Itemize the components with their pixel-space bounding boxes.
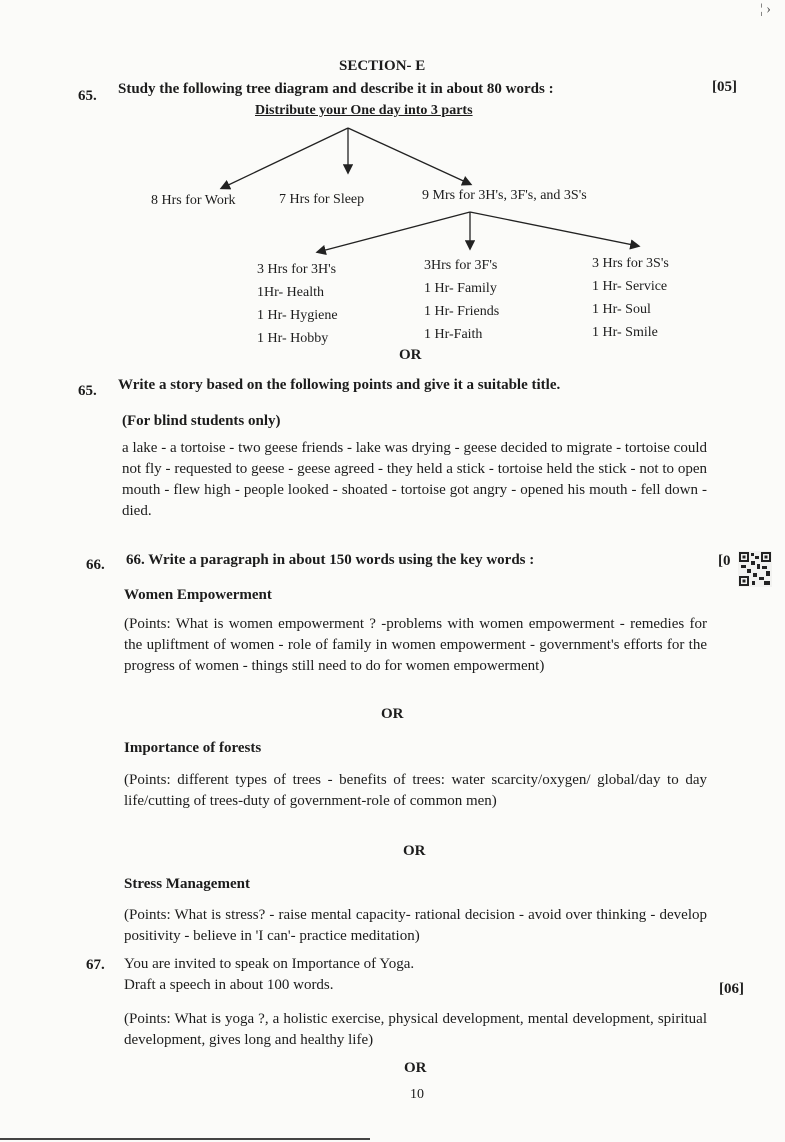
story-points: a lake - a tortoise - two geese friends - lake was drying - geese decided to migrate - tortoise could not fly - requested to geese - geese agreed - they held a stick - tortoise held the stick - not to open mouth - flew high - people looked - shoated - tortoise got angry - opened his mouth - fell down - died.: [122, 440, 707, 519]
or-separator: OR: [399, 347, 422, 363]
marks-label: [06]: [719, 981, 744, 997]
question-number: 65.: [78, 383, 97, 399]
tree-group-3h: [257, 258, 338, 350]
tree-group-item: 1Hr- Health: [257, 285, 324, 300]
tree-group-item: 1 Hr-Faith: [424, 327, 483, 342]
tree-group-heading: 3Hrs for 3F's: [424, 258, 498, 273]
tree-group-heading: 3 Hrs for 3H's: [257, 262, 337, 277]
question-number: 66.: [86, 557, 105, 573]
qr-code-icon: [738, 551, 772, 587]
tree-group-item: 1 Hr- Family: [424, 281, 497, 296]
question-text: Study the following tree diagram and describe it in about 80 words :: [118, 81, 554, 97]
tree-group-item: 1 Hr- Friends: [424, 304, 500, 319]
question-note: (For blind students only): [122, 413, 281, 429]
topic-points: (Points: What is women empowerment ? -problems with women empowerment - remedies for the upliftment of women - role of family in women empowerment - government's efforts for the progress of women - things still need to do for women empowerment): [124, 616, 707, 674]
page-number: 10: [410, 1087, 424, 1102]
tree-group-item: 1 Hr- Smile: [592, 325, 658, 340]
question-text: Write a story based on the following points and give it a suitable title.: [118, 377, 561, 393]
tree-node-3h3f3s: 9 Mrs for 3H's, 3F's, and 3S's: [422, 188, 587, 203]
tree-group-item: 1 Hr- Hygiene: [257, 308, 338, 323]
question-number: 67.: [86, 957, 105, 973]
marks-label: [05]: [712, 79, 737, 95]
tree-node-work: 8 Hrs for Work: [151, 193, 236, 208]
topic-points: (Points: What is stress? - raise mental capacity- rational decision - avoid over thinking - develop positivity - believe in 'I can'- practice meditation): [124, 907, 707, 944]
tree-node-sleep: 7 Hrs for Sleep: [279, 192, 365, 207]
scan-mark: ¦ ›: [760, 2, 771, 17]
tree-group-item: 1 Hr- Soul: [592, 302, 651, 317]
question-number: 65.: [78, 88, 97, 104]
tree-group-3f: [424, 254, 499, 346]
speech-points: (Points: What is yoga ?, a holistic exercise, physical development, mental development, spiritual development, gives long and healthy life): [124, 1011, 707, 1048]
tree-group-heading: 3 Hrs for 3S's: [592, 256, 669, 271]
or-separator: OR: [381, 706, 404, 722]
tree-group-item: 1 Hr- Hobby: [257, 331, 329, 346]
marks-label: [0: [718, 553, 731, 569]
or-separator: OR: [403, 843, 426, 859]
topic-title: Women Empowerment: [124, 587, 272, 603]
bottom-rule: [0, 1138, 370, 1140]
question-text-line2: Draft a speech in about 100 words.: [124, 977, 334, 993]
tree-root-label: Distribute your One day into 3 parts: [255, 103, 473, 118]
question-text: 66. Write a paragraph in about 150 words using the key words :: [126, 552, 535, 568]
topic-points: (Points: different types of trees - benefits of trees: water scarcity/oxygen/ global/day to day life/cutting of trees-duty of government-role of common men): [124, 772, 707, 809]
tree-group-3s: [592, 252, 669, 344]
question-text: You are invited to speak on Importance of Yoga.: [124, 956, 415, 972]
section-title: SECTION- E: [339, 58, 426, 74]
tree-group-item: 1 Hr- Service: [592, 279, 668, 294]
or-separator: OR: [404, 1060, 427, 1076]
topic-title: Stress Management: [124, 876, 250, 892]
topic-title: Importance of forests: [124, 740, 262, 756]
